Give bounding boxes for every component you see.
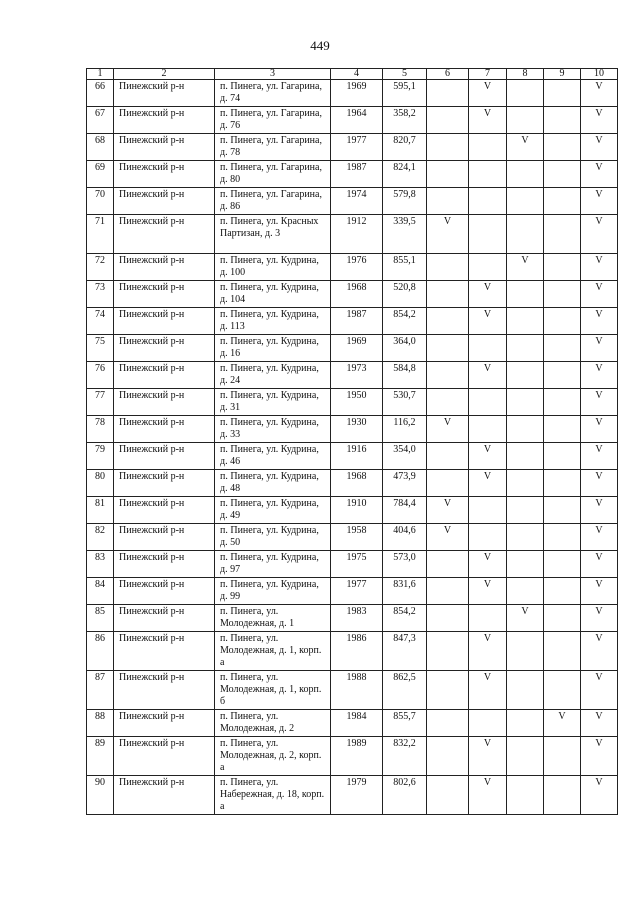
mark-cell-col10: V bbox=[581, 335, 618, 362]
mark-cell-col7: V bbox=[469, 470, 507, 497]
address-cell: п. Пинега, ул. Кудрина, д. 33 bbox=[215, 416, 331, 443]
mark-cell-col10: V bbox=[581, 524, 618, 551]
table-row bbox=[87, 134, 618, 161]
row-number: 67 bbox=[87, 107, 114, 134]
mark-cell-col6: V bbox=[427, 524, 469, 551]
mark-cell-col9 bbox=[544, 389, 581, 416]
mark-cell-col8 bbox=[507, 281, 544, 308]
district-cell: Пинежский р-н bbox=[114, 389, 215, 416]
mark-cell-col9 bbox=[544, 737, 581, 776]
column-header: 6 bbox=[427, 69, 469, 80]
district-cell: Пинежский р-н bbox=[114, 335, 215, 362]
mark-cell-col9 bbox=[544, 416, 581, 443]
mark-cell-col10: V bbox=[581, 443, 618, 470]
table-row bbox=[87, 281, 618, 308]
mark-cell-col10: V bbox=[581, 362, 618, 389]
mark-cell-col8 bbox=[507, 362, 544, 389]
table-body bbox=[87, 80, 618, 815]
row-number: 81 bbox=[87, 497, 114, 524]
address-cell: п. Пинега, ул. Молодежная, д. 1, корп. б bbox=[215, 671, 331, 710]
table-row bbox=[87, 188, 618, 215]
district-cell: Пинежский р-н bbox=[114, 188, 215, 215]
address-cell: п. Пинега, ул. Кудрина, д. 31 bbox=[215, 389, 331, 416]
year-cell: 1969 bbox=[331, 335, 383, 362]
mark-cell-col9 bbox=[544, 551, 581, 578]
district-cell: Пинежский р-н bbox=[114, 524, 215, 551]
address-cell: п. Пинега, ул. Кудрина, д. 46 bbox=[215, 443, 331, 470]
district-cell: Пинежский р-н bbox=[114, 470, 215, 497]
column-header: 5 bbox=[383, 69, 427, 80]
year-cell: 1968 bbox=[331, 281, 383, 308]
mark-cell-col7 bbox=[469, 524, 507, 551]
year-cell: 1974 bbox=[331, 188, 383, 215]
mark-cell-col10: V bbox=[581, 737, 618, 776]
area-cell: 862,5 bbox=[383, 671, 427, 710]
mark-cell-col7 bbox=[469, 188, 507, 215]
mark-cell-col7 bbox=[469, 389, 507, 416]
mark-cell-col7 bbox=[469, 416, 507, 443]
address-cell: п. Пинега, ул. Молодежная, д. 2, корп. а bbox=[215, 737, 331, 776]
mark-cell-col7 bbox=[469, 605, 507, 632]
district-cell: Пинежский р-н bbox=[114, 776, 215, 815]
mark-cell-col10: V bbox=[581, 188, 618, 215]
table-row bbox=[87, 161, 618, 188]
address-cell: п. Пинега, ул. Кудрина, д. 100 bbox=[215, 254, 331, 281]
mark-cell-col6 bbox=[427, 188, 469, 215]
row-number: 73 bbox=[87, 281, 114, 308]
year-cell: 1977 bbox=[331, 134, 383, 161]
mark-cell-col9 bbox=[544, 605, 581, 632]
row-number: 88 bbox=[87, 710, 114, 737]
mark-cell-col10: V bbox=[581, 416, 618, 443]
table-row bbox=[87, 578, 618, 605]
district-cell: Пинежский р-н bbox=[114, 671, 215, 710]
table-row bbox=[87, 107, 618, 134]
mark-cell-col8 bbox=[507, 308, 544, 335]
page-number: 449 bbox=[310, 38, 330, 53]
year-cell: 1910 bbox=[331, 497, 383, 524]
mark-cell-col10: V bbox=[581, 389, 618, 416]
row-number: 71 bbox=[87, 215, 114, 254]
year-cell: 1916 bbox=[331, 443, 383, 470]
area-cell: 358,2 bbox=[383, 107, 427, 134]
address-cell: п. Пинега, ул. Гагарина, д. 78 bbox=[215, 134, 331, 161]
district-cell: Пинежский р-н bbox=[114, 737, 215, 776]
address-cell: п. Пинега, ул. Молодежная, д. 1 bbox=[215, 605, 331, 632]
year-cell: 1976 bbox=[331, 254, 383, 281]
year-cell: 1984 bbox=[331, 710, 383, 737]
mark-cell-col7: V bbox=[469, 671, 507, 710]
mark-cell-col10: V bbox=[581, 551, 618, 578]
column-header: 10 bbox=[581, 69, 618, 80]
mark-cell-col8 bbox=[507, 161, 544, 188]
year-cell: 1986 bbox=[331, 632, 383, 671]
column-header: 3 bbox=[215, 69, 331, 80]
address-cell: п. Пинега, ул. Кудрина, д. 104 bbox=[215, 281, 331, 308]
mark-cell-col9 bbox=[544, 632, 581, 671]
mark-cell-col7: V bbox=[469, 776, 507, 815]
mark-cell-col6: V bbox=[427, 497, 469, 524]
table-row bbox=[87, 524, 618, 551]
district-cell: Пинежский р-н bbox=[114, 80, 215, 107]
mark-cell-col9 bbox=[544, 188, 581, 215]
mark-cell-col9 bbox=[544, 470, 581, 497]
mark-cell-col9 bbox=[544, 497, 581, 524]
address-cell: п. Пинега, ул. Кудрина, д. 97 bbox=[215, 551, 331, 578]
address-cell: п. Пинега, ул. Кудрина, д. 16 bbox=[215, 335, 331, 362]
mark-cell-col6 bbox=[427, 737, 469, 776]
table-row bbox=[87, 497, 618, 524]
column-header: 1 bbox=[87, 69, 114, 80]
mark-cell-col10: V bbox=[581, 578, 618, 605]
district-cell: Пинежский р-н bbox=[114, 254, 215, 281]
address-cell: п. Пинега, ул. Гагарина, д. 86 bbox=[215, 188, 331, 215]
area-cell: 473,9 bbox=[383, 470, 427, 497]
district-cell: Пинежский р-н bbox=[114, 107, 215, 134]
row-number: 87 bbox=[87, 671, 114, 710]
mark-cell-col9 bbox=[544, 335, 581, 362]
area-cell: 847,3 bbox=[383, 632, 427, 671]
area-cell: 855,1 bbox=[383, 254, 427, 281]
mark-cell-col10: V bbox=[581, 605, 618, 632]
district-cell: Пинежский р-н bbox=[114, 215, 215, 254]
mark-cell-col8 bbox=[507, 188, 544, 215]
table-row bbox=[87, 308, 618, 335]
mark-cell-col6 bbox=[427, 578, 469, 605]
housing-table bbox=[86, 68, 618, 815]
mark-cell-col8 bbox=[507, 215, 544, 254]
mark-cell-col10: V bbox=[581, 308, 618, 335]
year-cell: 1930 bbox=[331, 416, 383, 443]
row-number: 74 bbox=[87, 308, 114, 335]
address-cell: п. Пинега, ул. Кудрина, д. 50 bbox=[215, 524, 331, 551]
table-row bbox=[87, 551, 618, 578]
district-cell: Пинежский р-н bbox=[114, 551, 215, 578]
district-cell: Пинежский р-н bbox=[114, 578, 215, 605]
year-cell: 1989 bbox=[331, 737, 383, 776]
table-row bbox=[87, 80, 618, 107]
year-cell: 1964 bbox=[331, 107, 383, 134]
mark-cell-col9 bbox=[544, 308, 581, 335]
address-cell: п. Пинега, ул. Набережная, д. 18, корп. а bbox=[215, 776, 331, 815]
mark-cell-col7: V bbox=[469, 578, 507, 605]
mark-cell-col6: V bbox=[427, 215, 469, 254]
mark-cell-col8 bbox=[507, 710, 544, 737]
mark-cell-col8: V bbox=[507, 254, 544, 281]
table-row bbox=[87, 254, 618, 281]
address-cell: п. Пинега, ул. Гагарина, д. 80 bbox=[215, 161, 331, 188]
mark-cell-col6 bbox=[427, 80, 469, 107]
district-cell: Пинежский р-н bbox=[114, 362, 215, 389]
mark-cell-col10: V bbox=[581, 710, 618, 737]
area-cell: 595,1 bbox=[383, 80, 427, 107]
row-number: 82 bbox=[87, 524, 114, 551]
mark-cell-col9 bbox=[544, 107, 581, 134]
mark-cell-col7: V bbox=[469, 107, 507, 134]
mark-cell-col8 bbox=[507, 80, 544, 107]
mark-cell-col6 bbox=[427, 107, 469, 134]
mark-cell-col10: V bbox=[581, 632, 618, 671]
address-cell: п. Пинега, ул. Кудрина, д. 113 bbox=[215, 308, 331, 335]
row-number: 76 bbox=[87, 362, 114, 389]
column-header: 9 bbox=[544, 69, 581, 80]
mark-cell-col6 bbox=[427, 161, 469, 188]
mark-cell-col6 bbox=[427, 671, 469, 710]
district-cell: Пинежский р-н bbox=[114, 416, 215, 443]
district-cell: Пинежский р-н bbox=[114, 497, 215, 524]
mark-cell-col9: V bbox=[544, 710, 581, 737]
area-cell: 854,2 bbox=[383, 308, 427, 335]
mark-cell-col8: V bbox=[507, 605, 544, 632]
mark-cell-col8 bbox=[507, 737, 544, 776]
mark-cell-col8 bbox=[507, 389, 544, 416]
mark-cell-col8 bbox=[507, 497, 544, 524]
area-cell: 854,2 bbox=[383, 605, 427, 632]
area-cell: 530,7 bbox=[383, 389, 427, 416]
table-row bbox=[87, 671, 618, 710]
mark-cell-col8: V bbox=[507, 134, 544, 161]
mark-cell-col6 bbox=[427, 632, 469, 671]
row-number: 84 bbox=[87, 578, 114, 605]
year-cell: 1987 bbox=[331, 161, 383, 188]
table-row bbox=[87, 362, 618, 389]
row-number: 85 bbox=[87, 605, 114, 632]
mark-cell-col8 bbox=[507, 578, 544, 605]
mark-cell-col10: V bbox=[581, 671, 618, 710]
table-row bbox=[87, 335, 618, 362]
mark-cell-col7 bbox=[469, 215, 507, 254]
row-number: 78 bbox=[87, 416, 114, 443]
mark-cell-col8 bbox=[507, 335, 544, 362]
table-row bbox=[87, 737, 618, 776]
table-row bbox=[87, 710, 618, 737]
year-cell: 1979 bbox=[331, 776, 383, 815]
area-cell: 831,6 bbox=[383, 578, 427, 605]
mark-cell-col6 bbox=[427, 362, 469, 389]
mark-cell-col7 bbox=[469, 134, 507, 161]
mark-cell-col6 bbox=[427, 389, 469, 416]
address-cell: п. Пинега, ул. Молодежная, д. 1, корп. а bbox=[215, 632, 331, 671]
mark-cell-col9 bbox=[544, 254, 581, 281]
mark-cell-col6 bbox=[427, 605, 469, 632]
column-header: 7 bbox=[469, 69, 507, 80]
mark-cell-col9 bbox=[544, 80, 581, 107]
row-number: 80 bbox=[87, 470, 114, 497]
mark-cell-col9 bbox=[544, 443, 581, 470]
mark-cell-col9 bbox=[544, 161, 581, 188]
year-cell: 1975 bbox=[331, 551, 383, 578]
table-row bbox=[87, 605, 618, 632]
table-row bbox=[87, 215, 618, 254]
mark-cell-col7: V bbox=[469, 308, 507, 335]
column-header: 2 bbox=[114, 69, 215, 80]
table-row bbox=[87, 470, 618, 497]
mark-cell-col6 bbox=[427, 443, 469, 470]
year-cell: 1912 bbox=[331, 215, 383, 254]
mark-cell-col10: V bbox=[581, 134, 618, 161]
address-cell: п. Пинега, ул. Кудрина, д. 24 bbox=[215, 362, 331, 389]
area-cell: 855,7 bbox=[383, 710, 427, 737]
table-row bbox=[87, 632, 618, 671]
year-cell: 1968 bbox=[331, 470, 383, 497]
mark-cell-col7: V bbox=[469, 551, 507, 578]
mark-cell-col10: V bbox=[581, 161, 618, 188]
row-number: 79 bbox=[87, 443, 114, 470]
area-cell: 116,2 bbox=[383, 416, 427, 443]
mark-cell-col9 bbox=[544, 524, 581, 551]
mark-cell-col7 bbox=[469, 161, 507, 188]
mark-cell-col8 bbox=[507, 776, 544, 815]
mark-cell-col8 bbox=[507, 443, 544, 470]
mark-cell-col10: V bbox=[581, 776, 618, 815]
address-cell: п. Пинега, ул. Гагарина, д. 76 bbox=[215, 107, 331, 134]
mark-cell-col7: V bbox=[469, 632, 507, 671]
area-cell: 354,0 bbox=[383, 443, 427, 470]
mark-cell-col7 bbox=[469, 335, 507, 362]
year-cell: 1983 bbox=[331, 605, 383, 632]
mark-cell-col7: V bbox=[469, 443, 507, 470]
district-cell: Пинежский р-н bbox=[114, 161, 215, 188]
mark-cell-col6 bbox=[427, 335, 469, 362]
mark-cell-col10: V bbox=[581, 215, 618, 254]
address-cell: п. Пинега, ул. Кудрина, д. 49 bbox=[215, 497, 331, 524]
mark-cell-col7 bbox=[469, 497, 507, 524]
mark-cell-col9 bbox=[544, 671, 581, 710]
mark-cell-col10: V bbox=[581, 254, 618, 281]
year-cell: 1950 bbox=[331, 389, 383, 416]
year-cell: 1988 bbox=[331, 671, 383, 710]
mark-cell-col6 bbox=[427, 134, 469, 161]
row-number: 89 bbox=[87, 737, 114, 776]
table-row bbox=[87, 389, 618, 416]
table-row bbox=[87, 443, 618, 470]
address-cell: п. Пинега, ул. Молодежная, д. 2 bbox=[215, 710, 331, 737]
address-cell: п. Пинега, ул. Красных Партизан, д. 3 bbox=[215, 215, 331, 254]
mark-cell-col6 bbox=[427, 254, 469, 281]
mark-cell-col7: V bbox=[469, 80, 507, 107]
column-header: 8 bbox=[507, 69, 544, 80]
header-row bbox=[87, 69, 618, 80]
mark-cell-col7 bbox=[469, 254, 507, 281]
mark-cell-col10: V bbox=[581, 281, 618, 308]
mark-cell-col9 bbox=[544, 362, 581, 389]
year-cell: 1977 bbox=[331, 578, 383, 605]
mark-cell-col10: V bbox=[581, 80, 618, 107]
year-cell: 1987 bbox=[331, 308, 383, 335]
district-cell: Пинежский р-н bbox=[114, 134, 215, 161]
area-cell: 573,0 bbox=[383, 551, 427, 578]
mark-cell-col8 bbox=[507, 632, 544, 671]
mark-cell-col8 bbox=[507, 671, 544, 710]
area-cell: 579,8 bbox=[383, 188, 427, 215]
mark-cell-col8 bbox=[507, 416, 544, 443]
area-cell: 784,4 bbox=[383, 497, 427, 524]
area-cell: 404,6 bbox=[383, 524, 427, 551]
mark-cell-col6 bbox=[427, 710, 469, 737]
area-cell: 364,0 bbox=[383, 335, 427, 362]
mark-cell-col7: V bbox=[469, 281, 507, 308]
row-number: 72 bbox=[87, 254, 114, 281]
mark-cell-col10: V bbox=[581, 470, 618, 497]
district-cell: Пинежский р-н bbox=[114, 308, 215, 335]
row-number: 66 bbox=[87, 80, 114, 107]
year-cell: 1969 bbox=[331, 80, 383, 107]
area-cell: 802,6 bbox=[383, 776, 427, 815]
mark-cell-col6 bbox=[427, 281, 469, 308]
area-cell: 520,8 bbox=[383, 281, 427, 308]
mark-cell-col10: V bbox=[581, 497, 618, 524]
row-number: 83 bbox=[87, 551, 114, 578]
mark-cell-col8 bbox=[507, 470, 544, 497]
mark-cell-col8 bbox=[507, 551, 544, 578]
district-cell: Пинежский р-н bbox=[114, 281, 215, 308]
mark-cell-col6: V bbox=[427, 416, 469, 443]
mark-cell-col8 bbox=[507, 107, 544, 134]
mark-cell-col10: V bbox=[581, 107, 618, 134]
mark-cell-col6 bbox=[427, 551, 469, 578]
mark-cell-col8 bbox=[507, 524, 544, 551]
area-cell: 824,1 bbox=[383, 161, 427, 188]
row-number: 68 bbox=[87, 134, 114, 161]
area-cell: 820,7 bbox=[383, 134, 427, 161]
mark-cell-col9 bbox=[544, 134, 581, 161]
district-cell: Пинежский р-н bbox=[114, 710, 215, 737]
mark-cell-col6 bbox=[427, 308, 469, 335]
address-cell: п. Пинега, ул. Гагарина, д. 74 bbox=[215, 80, 331, 107]
row-number: 86 bbox=[87, 632, 114, 671]
mark-cell-col9 bbox=[544, 776, 581, 815]
area-cell: 832,2 bbox=[383, 737, 427, 776]
address-cell: п. Пинега, ул. Кудрина, д. 99 bbox=[215, 578, 331, 605]
mark-cell-col7 bbox=[469, 710, 507, 737]
row-number: 77 bbox=[87, 389, 114, 416]
column-header: 4 bbox=[331, 69, 383, 80]
district-cell: Пинежский р-н bbox=[114, 632, 215, 671]
district-cell: Пинежский р-н bbox=[114, 443, 215, 470]
year-cell: 1958 bbox=[331, 524, 383, 551]
mark-cell-col9 bbox=[544, 281, 581, 308]
table-row bbox=[87, 776, 618, 815]
row-number: 90 bbox=[87, 776, 114, 815]
address-cell: п. Пинега, ул. Кудрина, д. 48 bbox=[215, 470, 331, 497]
mark-cell-col7: V bbox=[469, 737, 507, 776]
year-cell: 1973 bbox=[331, 362, 383, 389]
district-cell: Пинежский р-н bbox=[114, 605, 215, 632]
mark-cell-col6 bbox=[427, 470, 469, 497]
mark-cell-col6 bbox=[427, 776, 469, 815]
row-number: 69 bbox=[87, 161, 114, 188]
mark-cell-col9 bbox=[544, 215, 581, 254]
mark-cell-col7: V bbox=[469, 362, 507, 389]
area-cell: 584,8 bbox=[383, 362, 427, 389]
area-cell: 339,5 bbox=[383, 215, 427, 254]
row-number: 75 bbox=[87, 335, 114, 362]
table-row bbox=[87, 416, 618, 443]
row-number: 70 bbox=[87, 188, 114, 215]
mark-cell-col9 bbox=[544, 578, 581, 605]
